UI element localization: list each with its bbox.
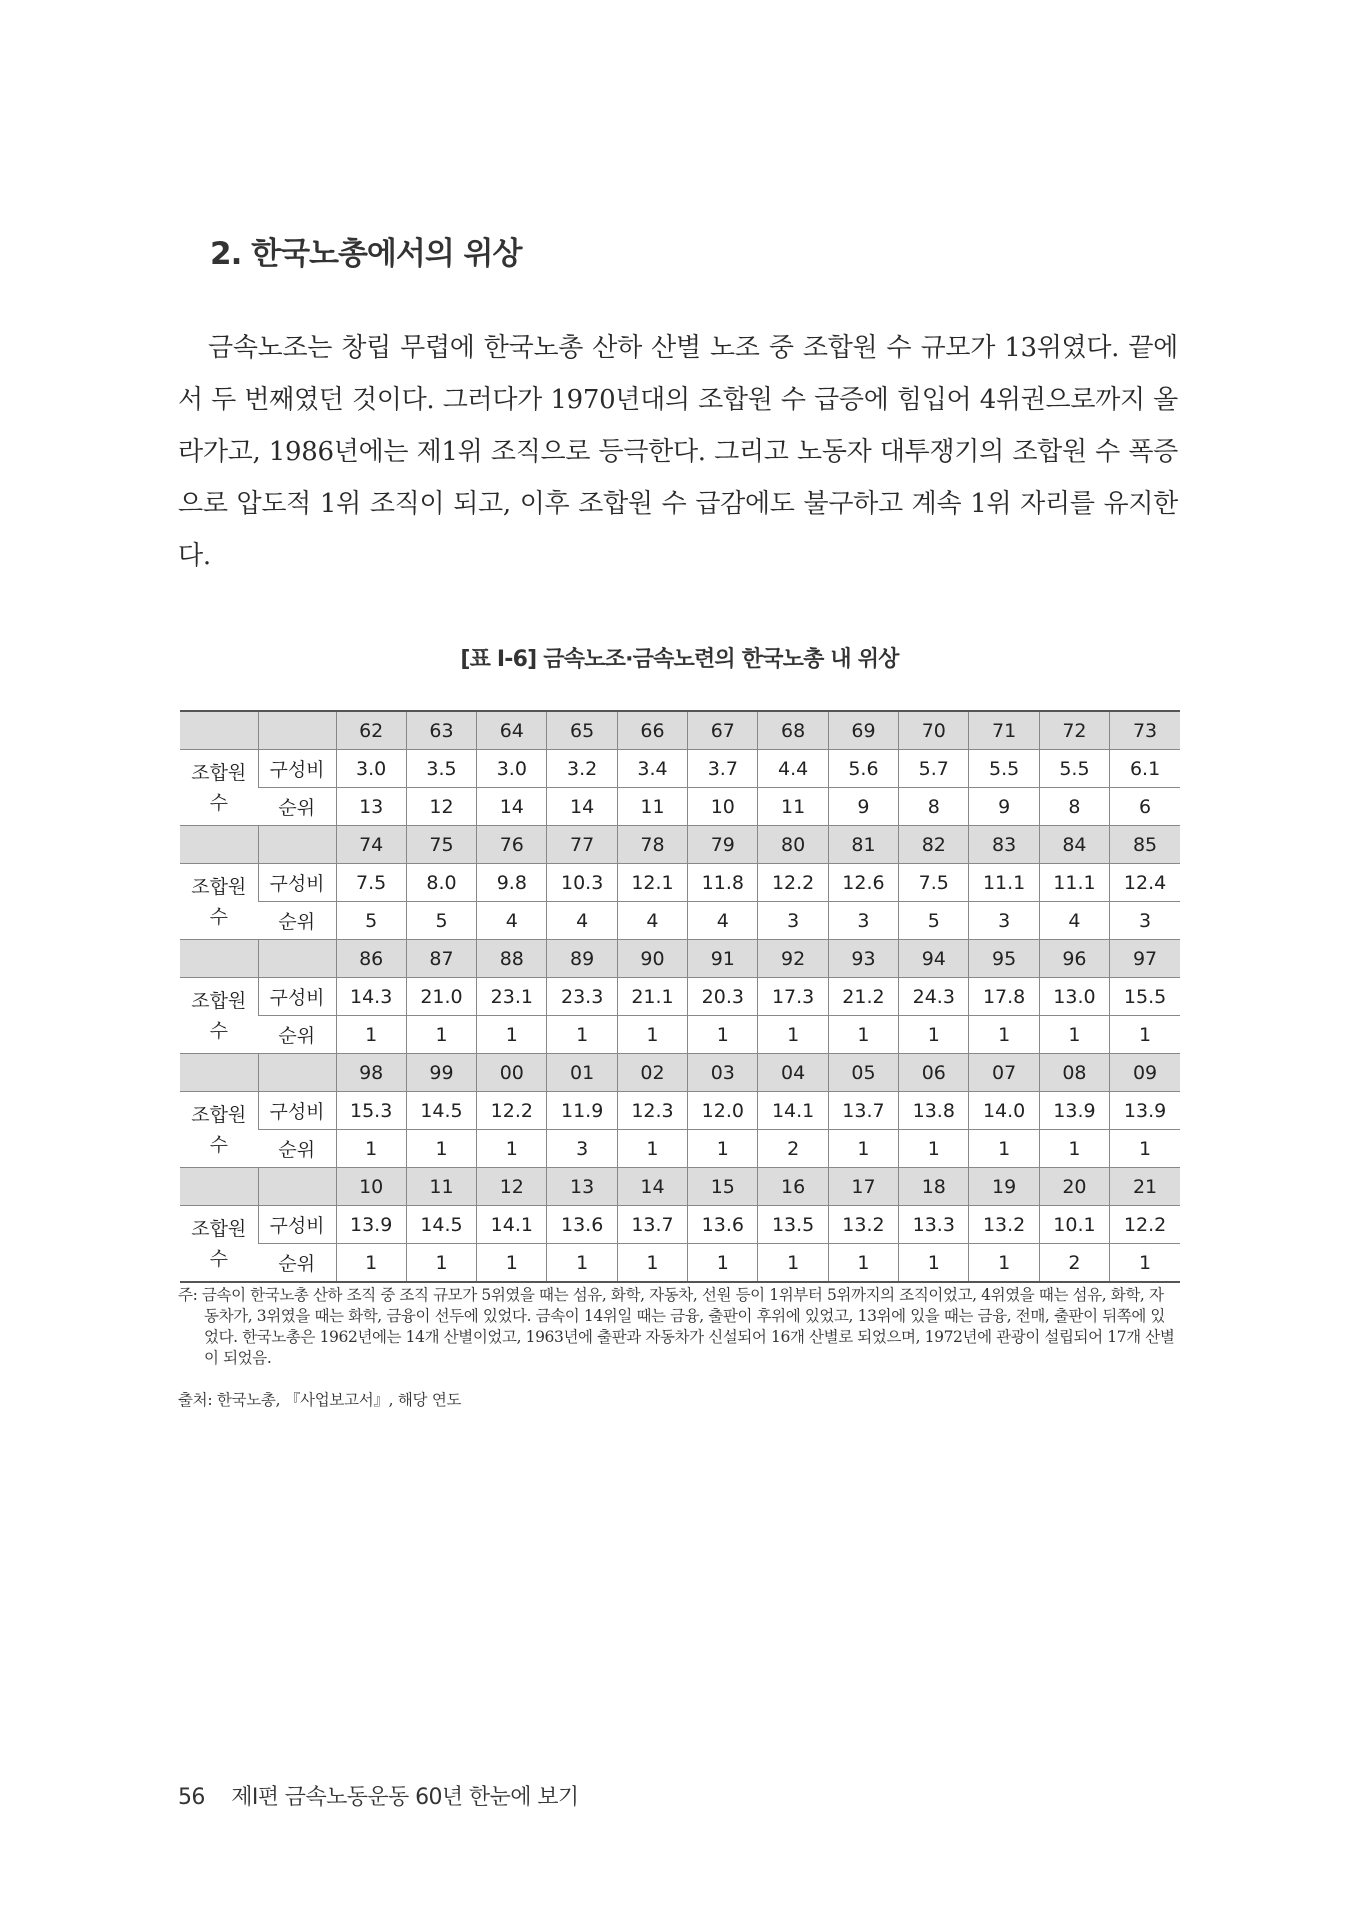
rank-cell: 1 bbox=[1039, 1016, 1109, 1054]
year-cell: 08 bbox=[1039, 1054, 1109, 1092]
year-cell: 21 bbox=[1110, 1168, 1180, 1206]
year-cell: 04 bbox=[758, 1054, 828, 1092]
rank-cell: 14 bbox=[477, 788, 547, 826]
year-header-row bbox=[180, 711, 1180, 750]
empty-header-cell bbox=[180, 826, 258, 864]
ratio-cell: 4.4 bbox=[758, 750, 828, 788]
rank-cell: 3 bbox=[1110, 902, 1180, 940]
rank-cell: 1 bbox=[336, 1244, 406, 1283]
year-cell: 76 bbox=[477, 826, 547, 864]
rank-cell: 1 bbox=[688, 1244, 758, 1283]
empty-header-cell bbox=[180, 1168, 258, 1206]
rank-label: 순위 bbox=[258, 1130, 336, 1168]
year-cell: 89 bbox=[547, 940, 617, 978]
ratio-cell: 13.6 bbox=[688, 1206, 758, 1244]
year-cell: 03 bbox=[688, 1054, 758, 1092]
ratio-cell: 6.1 bbox=[1110, 750, 1180, 788]
rank-cell: 1 bbox=[477, 1016, 547, 1054]
ratio-cell: 3.5 bbox=[406, 750, 476, 788]
ratio-cell: 13.7 bbox=[617, 1206, 687, 1244]
year-cell: 62 bbox=[336, 711, 406, 750]
ratio-cell: 3.2 bbox=[547, 750, 617, 788]
rank-cell: 1 bbox=[1110, 1016, 1180, 1054]
empty-header-cell bbox=[258, 940, 336, 978]
ratio-cell: 13.5 bbox=[758, 1206, 828, 1244]
year-cell: 69 bbox=[828, 711, 898, 750]
ratio-cell: 14.1 bbox=[758, 1092, 828, 1130]
year-cell: 82 bbox=[899, 826, 969, 864]
rank-cell: 1 bbox=[617, 1130, 687, 1168]
year-cell: 63 bbox=[406, 711, 476, 750]
rank-cell: 3 bbox=[969, 902, 1039, 940]
ratio-cell: 10.1 bbox=[1039, 1206, 1109, 1244]
row-group-label-line1: 조합원 bbox=[191, 1217, 247, 1240]
year-cell: 73 bbox=[1110, 711, 1180, 750]
body-paragraph: 금속노조는 창립 무렵에 한국노총 산하 산별 노조 중 조합원 수 규모가 13위였다. 끝에서 두 번째였던 것이다. 그러다가 1970년대의 조합원 수 급증에 힘입어 4위권으로까지 올라가고, 1986년에는 제1위 조직으로 등극한다. 그리고 노동자 대투쟁기의 조합원 수 폭증으로 압도적 1위 조직이 되고, 이후 조합원 수 급감에도 불구하고 계속 1위 자리를 유지한다. bbox=[178, 333, 1178, 571]
rank-cell: 1 bbox=[477, 1244, 547, 1283]
rank-cell: 1 bbox=[828, 1016, 898, 1054]
rank-cell: 1 bbox=[899, 1130, 969, 1168]
year-cell: 68 bbox=[758, 711, 828, 750]
ratio-cell: 3.0 bbox=[336, 750, 406, 788]
ratio-cell: 14.5 bbox=[406, 1206, 476, 1244]
rank-cell: 1 bbox=[1110, 1130, 1180, 1168]
ratio-cell: 5.5 bbox=[1039, 750, 1109, 788]
year-cell: 19 bbox=[969, 1168, 1039, 1206]
rank-cell: 1 bbox=[969, 1130, 1039, 1168]
ratio-cell: 13.9 bbox=[1110, 1092, 1180, 1130]
year-cell: 67 bbox=[688, 711, 758, 750]
year-cell: 16 bbox=[758, 1168, 828, 1206]
year-cell: 70 bbox=[899, 711, 969, 750]
empty-header-cell bbox=[258, 1054, 336, 1092]
ratio-cell: 11.1 bbox=[1039, 864, 1109, 902]
rank-cell: 4 bbox=[1039, 902, 1109, 940]
ratio-label: 구성비 bbox=[258, 1206, 336, 1244]
ratio-label: 구성비 bbox=[258, 750, 336, 788]
year-cell: 65 bbox=[547, 711, 617, 750]
section-title: 2. 한국노총에서의 위상 bbox=[210, 236, 522, 272]
ratio-cell: 17.3 bbox=[758, 978, 828, 1016]
rank-cell: 4 bbox=[688, 902, 758, 940]
table-note bbox=[178, 1285, 1178, 1369]
table-caption: [표 Ⅰ-6] 금속노조·금속노련의 한국노총 내 위상 bbox=[460, 647, 899, 672]
rank-cell: 13 bbox=[336, 788, 406, 826]
row-group-label-line1: 조합원 bbox=[191, 761, 247, 784]
year-cell: 10 bbox=[336, 1168, 406, 1206]
ratio-cell: 3.7 bbox=[688, 750, 758, 788]
rank-cell: 1 bbox=[406, 1244, 476, 1283]
page-number: 56 bbox=[178, 1785, 205, 1810]
year-cell: 06 bbox=[899, 1054, 969, 1092]
ratio-cell: 13.7 bbox=[828, 1092, 898, 1130]
ratio-cell: 12.4 bbox=[1110, 864, 1180, 902]
page-footer bbox=[178, 1780, 579, 1811]
row-group-label-line2: 수 bbox=[209, 1019, 228, 1042]
row-group-label bbox=[180, 864, 258, 940]
rank-cell: 5 bbox=[406, 902, 476, 940]
ratio-cell: 20.3 bbox=[688, 978, 758, 1016]
rank-row bbox=[180, 902, 1180, 940]
empty-header-cell bbox=[180, 940, 258, 978]
year-cell: 14 bbox=[617, 1168, 687, 1206]
rank-cell: 1 bbox=[899, 1244, 969, 1283]
rank-cell: 1 bbox=[1039, 1130, 1109, 1168]
ratio-cell: 9.8 bbox=[477, 864, 547, 902]
ratio-cell: 14.0 bbox=[969, 1092, 1039, 1130]
rank-cell: 4 bbox=[547, 902, 617, 940]
row-group-label bbox=[180, 1092, 258, 1168]
year-cell: 87 bbox=[406, 940, 476, 978]
year-cell: 18 bbox=[899, 1168, 969, 1206]
rank-row bbox=[180, 1130, 1180, 1168]
rank-cell: 1 bbox=[688, 1130, 758, 1168]
year-cell: 11 bbox=[406, 1168, 476, 1206]
year-cell: 81 bbox=[828, 826, 898, 864]
rank-cell: 3 bbox=[547, 1130, 617, 1168]
year-cell: 66 bbox=[617, 711, 687, 750]
row-group-label-line1: 조합원 bbox=[191, 989, 247, 1012]
rank-cell: 11 bbox=[617, 788, 687, 826]
empty-header-cell bbox=[180, 711, 258, 750]
ratio-cell: 14.3 bbox=[336, 978, 406, 1016]
rank-cell: 12 bbox=[406, 788, 476, 826]
ratio-cell: 15.5 bbox=[1110, 978, 1180, 1016]
row-group-label-line1: 조합원 bbox=[191, 875, 247, 898]
row-group-label-line2: 수 bbox=[209, 905, 228, 928]
rank-cell: 5 bbox=[899, 902, 969, 940]
ratio-cell: 13.2 bbox=[828, 1206, 898, 1244]
table-source: 출처: 한국노총, 『사업보고서』, 해당 연도 bbox=[178, 1391, 462, 1409]
row-group-label bbox=[180, 978, 258, 1054]
year-cell: 15 bbox=[688, 1168, 758, 1206]
ratio-cell: 11.1 bbox=[969, 864, 1039, 902]
ratio-cell: 24.3 bbox=[899, 978, 969, 1016]
ratio-cell: 13.9 bbox=[1039, 1092, 1109, 1130]
rank-cell: 1 bbox=[969, 1016, 1039, 1054]
year-header-row bbox=[180, 1168, 1180, 1206]
year-cell: 95 bbox=[969, 940, 1039, 978]
rank-cell: 1 bbox=[477, 1130, 547, 1168]
rank-cell: 1 bbox=[1110, 1244, 1180, 1283]
year-cell: 92 bbox=[758, 940, 828, 978]
year-cell: 07 bbox=[969, 1054, 1039, 1092]
ratio-cell: 13.9 bbox=[336, 1206, 406, 1244]
rank-cell: 1 bbox=[617, 1016, 687, 1054]
ratio-cell: 17.8 bbox=[969, 978, 1039, 1016]
rank-cell: 2 bbox=[758, 1130, 828, 1168]
ratio-row bbox=[180, 978, 1180, 1016]
ratio-cell: 23.3 bbox=[547, 978, 617, 1016]
year-cell: 98 bbox=[336, 1054, 406, 1092]
year-cell: 13 bbox=[547, 1168, 617, 1206]
year-cell: 91 bbox=[688, 940, 758, 978]
ratio-cell: 13.8 bbox=[899, 1092, 969, 1130]
row-group-label bbox=[180, 1206, 258, 1283]
year-cell: 97 bbox=[1110, 940, 1180, 978]
year-cell: 94 bbox=[899, 940, 969, 978]
rank-cell: 11 bbox=[758, 788, 828, 826]
empty-header-cell bbox=[258, 711, 336, 750]
rank-cell: 1 bbox=[899, 1016, 969, 1054]
year-cell: 77 bbox=[547, 826, 617, 864]
rank-row bbox=[180, 1016, 1180, 1054]
rank-label: 순위 bbox=[258, 902, 336, 940]
year-cell: 64 bbox=[477, 711, 547, 750]
ratio-cell: 15.3 bbox=[336, 1092, 406, 1130]
rank-cell: 1 bbox=[688, 1016, 758, 1054]
ratio-row bbox=[180, 750, 1180, 788]
rank-cell: 6 bbox=[1110, 788, 1180, 826]
rank-cell: 1 bbox=[828, 1130, 898, 1168]
rank-row bbox=[180, 788, 1180, 826]
rank-cell: 8 bbox=[1039, 788, 1109, 826]
running-title: 제Ⅰ편 금속노동운동 60년 한눈에 보기 bbox=[231, 1785, 579, 1810]
ratio-cell: 11.8 bbox=[688, 864, 758, 902]
year-cell: 20 bbox=[1039, 1168, 1109, 1206]
year-cell: 12 bbox=[477, 1168, 547, 1206]
ratio-label: 구성비 bbox=[258, 1092, 336, 1130]
rank-cell: 1 bbox=[617, 1244, 687, 1283]
ratio-cell: 12.3 bbox=[617, 1092, 687, 1130]
ratio-cell: 12.1 bbox=[617, 864, 687, 902]
ratio-cell: 21.0 bbox=[406, 978, 476, 1016]
year-cell: 83 bbox=[969, 826, 1039, 864]
ratio-cell: 5.6 bbox=[828, 750, 898, 788]
rank-cell: 1 bbox=[758, 1016, 828, 1054]
rank-label: 순위 bbox=[258, 788, 336, 826]
year-cell: 74 bbox=[336, 826, 406, 864]
year-cell: 86 bbox=[336, 940, 406, 978]
year-header-row bbox=[180, 826, 1180, 864]
ratio-cell: 3.0 bbox=[477, 750, 547, 788]
rank-cell: 1 bbox=[406, 1130, 476, 1168]
rank-cell: 9 bbox=[828, 788, 898, 826]
ratio-cell: 13.6 bbox=[547, 1206, 617, 1244]
row-group-label-line2: 수 bbox=[209, 1247, 228, 1270]
year-cell: 99 bbox=[406, 1054, 476, 1092]
ratio-label: 구성비 bbox=[258, 864, 336, 902]
rank-label: 순위 bbox=[258, 1016, 336, 1054]
rank-cell: 5 bbox=[336, 902, 406, 940]
ratio-cell: 11.9 bbox=[547, 1092, 617, 1130]
year-cell: 80 bbox=[758, 826, 828, 864]
row-group-label-line2: 수 bbox=[209, 1133, 228, 1156]
year-cell: 05 bbox=[828, 1054, 898, 1092]
year-cell: 09 bbox=[1110, 1054, 1180, 1092]
ratio-cell: 21.1 bbox=[617, 978, 687, 1016]
ratio-label: 구성비 bbox=[258, 978, 336, 1016]
year-cell: 02 bbox=[617, 1054, 687, 1092]
rank-label: 순위 bbox=[258, 1244, 336, 1283]
ratio-cell: 5.5 bbox=[969, 750, 1039, 788]
year-cell: 93 bbox=[828, 940, 898, 978]
rank-cell: 4 bbox=[477, 902, 547, 940]
year-cell: 01 bbox=[547, 1054, 617, 1092]
row-group-label-line1: 조합원 bbox=[191, 1103, 247, 1126]
year-cell: 17 bbox=[828, 1168, 898, 1206]
rank-cell: 14 bbox=[547, 788, 617, 826]
year-header-row bbox=[180, 940, 1180, 978]
rank-cell: 10 bbox=[688, 788, 758, 826]
rank-cell: 1 bbox=[547, 1016, 617, 1054]
ratio-row bbox=[180, 1092, 1180, 1130]
ratio-cell: 14.1 bbox=[477, 1206, 547, 1244]
rank-cell: 9 bbox=[969, 788, 1039, 826]
ratio-cell: 14.5 bbox=[406, 1092, 476, 1130]
ratio-cell: 13.3 bbox=[899, 1206, 969, 1244]
ratio-cell: 3.4 bbox=[617, 750, 687, 788]
year-cell: 00 bbox=[477, 1054, 547, 1092]
rank-cell: 3 bbox=[828, 902, 898, 940]
year-cell: 78 bbox=[617, 826, 687, 864]
ratio-cell: 7.5 bbox=[899, 864, 969, 902]
ratio-cell: 10.3 bbox=[547, 864, 617, 902]
year-cell: 84 bbox=[1039, 826, 1109, 864]
rank-cell: 1 bbox=[758, 1244, 828, 1283]
ratio-cell: 5.7 bbox=[899, 750, 969, 788]
year-cell: 85 bbox=[1110, 826, 1180, 864]
ratio-cell: 13.2 bbox=[969, 1206, 1039, 1244]
rank-row bbox=[180, 1244, 1180, 1283]
year-cell: 75 bbox=[406, 826, 476, 864]
rank-cell: 1 bbox=[336, 1130, 406, 1168]
ratio-cell: 7.5 bbox=[336, 864, 406, 902]
year-cell: 79 bbox=[688, 826, 758, 864]
ratio-row bbox=[180, 864, 1180, 902]
year-header-row bbox=[180, 1054, 1180, 1092]
ratio-row bbox=[180, 1206, 1180, 1244]
ratio-cell: 8.0 bbox=[406, 864, 476, 902]
year-cell: 71 bbox=[969, 711, 1039, 750]
ratio-cell: 12.6 bbox=[828, 864, 898, 902]
ratio-cell: 23.1 bbox=[477, 978, 547, 1016]
year-cell: 96 bbox=[1039, 940, 1109, 978]
rank-cell: 1 bbox=[969, 1244, 1039, 1283]
ratio-cell: 12.0 bbox=[688, 1092, 758, 1130]
rank-cell: 2 bbox=[1039, 1244, 1109, 1283]
empty-header-cell bbox=[258, 1168, 336, 1206]
rank-cell: 1 bbox=[336, 1016, 406, 1054]
empty-header-cell bbox=[180, 1054, 258, 1092]
ratio-cell: 12.2 bbox=[758, 864, 828, 902]
row-group-label-line2: 수 bbox=[209, 791, 228, 814]
table-note-text: 주: 금속이 한국노총 산하 조직 중 조직 규모가 5위였을 때는 섬유, 화학, 자동차, 선원 등이 1위부터 5위까지의 조직이었고, 4위였을 때는 섬유, 화학, 자동차가, 3위였을 때는 화학, 금융이 선두에 있었다. 금속이 14위일 때는 금융, 출판이 후위에 있었고, 13위에 있을 때는 금융, 전매, 출판이 뒤쪽에 있었다. 한국노총은 1962년에는 14개 산별이었고, 1963년에 출판과 자동차가 신설되어 16개 산별로 되었으며, 1972년에 관광이 설립되어 17개 산별이 되었음. bbox=[178, 1286, 1175, 1367]
rank-cell: 1 bbox=[547, 1244, 617, 1283]
ratio-cell: 12.2 bbox=[1110, 1206, 1180, 1244]
rank-cell: 8 bbox=[899, 788, 969, 826]
union-rank-table bbox=[180, 710, 1180, 1283]
rank-cell: 1 bbox=[406, 1016, 476, 1054]
year-cell: 90 bbox=[617, 940, 687, 978]
empty-header-cell bbox=[258, 826, 336, 864]
ratio-cell: 13.0 bbox=[1039, 978, 1109, 1016]
ratio-cell: 12.2 bbox=[477, 1092, 547, 1130]
row-group-label bbox=[180, 750, 258, 826]
year-cell: 88 bbox=[477, 940, 547, 978]
rank-cell: 3 bbox=[758, 902, 828, 940]
year-cell: 72 bbox=[1039, 711, 1109, 750]
rank-cell: 4 bbox=[617, 902, 687, 940]
ratio-cell: 21.2 bbox=[828, 978, 898, 1016]
rank-cell: 1 bbox=[828, 1244, 898, 1283]
